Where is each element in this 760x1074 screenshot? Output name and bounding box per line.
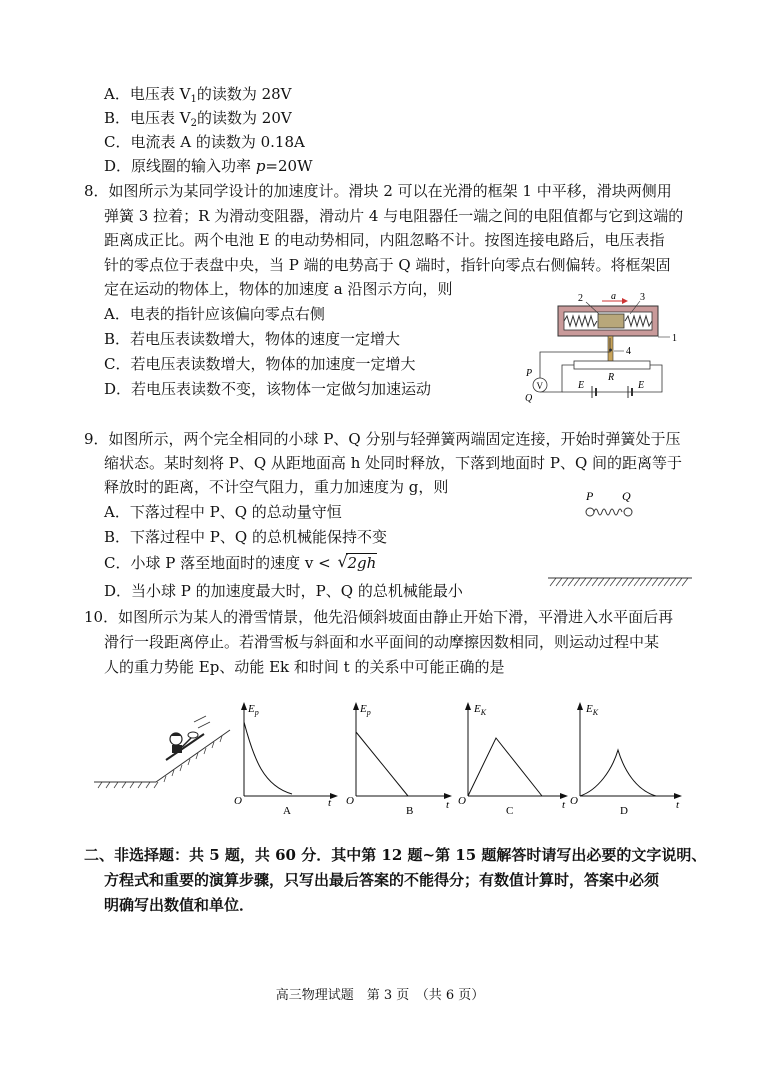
svg-text:t: t bbox=[328, 797, 332, 809]
label-p: P bbox=[526, 368, 533, 379]
q8-stem-line-3: 距离成正比。两个电池 E 的电动势相同，内阻忽略不计。按图连接电路后，电压表指 bbox=[104, 231, 665, 249]
svg-text:Ep: $E_p$ bbox=[360, 703, 371, 717]
label-a: a bbox=[611, 291, 616, 302]
label-2: 2 bbox=[578, 293, 583, 304]
q10-skier-slope-figure bbox=[94, 700, 234, 792]
label-ball-q: Q bbox=[622, 489, 631, 503]
label-q: Q bbox=[525, 393, 533, 404]
q9-stem-line-2: 缩状态。某时刻将 P、Q 从距地面高 h 处同时释放，下落到地面时 P、Q 间的距离等于 bbox=[104, 454, 683, 472]
q9-ground bbox=[548, 574, 692, 588]
svg-text:O: O bbox=[346, 795, 354, 807]
label-ball-p: P bbox=[586, 489, 594, 503]
section2-line-1: 二、非选择题：共 5 题，共 60 分．其中第 12 题~第 15 题解答时请写出必要的文字说明、 bbox=[84, 846, 707, 864]
caption-d: D bbox=[620, 805, 628, 816]
caption-a: A bbox=[283, 805, 291, 816]
label-e2: E bbox=[638, 380, 645, 391]
q7-option-a: A．电压表 $V_1$的读数为 28V bbox=[104, 85, 292, 105]
page-footer: 高三物理试题 第 3 页 （共 6 页） bbox=[275, 988, 485, 1003]
q9-stem-line-1: 9．如图所示，两个完全相同的小球 P、Q 分别与轻弹簧两端固定连接，开始时弹簧处于压 bbox=[84, 430, 681, 448]
section2-line-3: 明确写出数值和单位． bbox=[104, 896, 255, 914]
section2-line-2: 方程式和重要的演算步骤，只写出最后答案的不能得分；有数值计算时，答案中必须 bbox=[104, 871, 660, 889]
label-e1: E bbox=[578, 380, 585, 391]
ball-p bbox=[586, 508, 594, 516]
caption-c: C bbox=[506, 805, 514, 816]
q10-graph-c bbox=[454, 700, 572, 816]
svg-text:t: t bbox=[676, 799, 680, 811]
q8-stem-line-4: 针的零点位于表盘中央，当 P 端的电势高于 Q 端时，指针向零点右侧偏转。将框架固 bbox=[104, 256, 671, 274]
q9-balls-spring-figure bbox=[580, 488, 650, 522]
q7-option-d: D．原线圈的输入功率 p=20W bbox=[104, 157, 313, 175]
svg-text:EK: $E_K$ bbox=[474, 703, 487, 717]
q9-option-b: B．下落过程中 P、Q 的总机械能保持不变 bbox=[104, 528, 387, 546]
q7-option-b: B．电压表 $V_2$的读数为 20V bbox=[104, 109, 292, 129]
svg-text:O: O bbox=[234, 795, 242, 807]
q7-option-c: C．电流表 A 的读数为 0.18A bbox=[104, 133, 305, 151]
slider-2 bbox=[598, 314, 624, 328]
q8-stem-line-2: 弹簧 3 拉着；R 为滑动变阻器，滑动片 4 与电阻器任一端之间的电阻值都与它到这端的 bbox=[104, 207, 684, 225]
label-1: 1 bbox=[672, 333, 677, 344]
svg-text:Ep: $E_p$ bbox=[248, 703, 259, 717]
svg-text:O: O bbox=[570, 795, 578, 807]
q8-option-b: B．若电压表读数增大，物体的速度一定增大 bbox=[104, 330, 401, 348]
q9-option-a: A．下落过程中 P、Q 的总动量守恒 bbox=[104, 503, 342, 521]
q8-stem-line-1: 8．如图所示为某同学设计的加速度计。滑块 2 可以在光滑的框架 1 中平移，滑块两侧用 bbox=[84, 182, 672, 200]
q9-option-c: C．小球 P 落至地面时的速度 v < √ 2gh bbox=[104, 552, 377, 572]
q8-option-c: C．若电压表读数增大，物体的加速度一定增大 bbox=[104, 355, 416, 373]
label-4: 4 bbox=[626, 346, 631, 357]
label-v: V bbox=[536, 381, 543, 391]
q8-option-a: A．电表的指针应该偏向零点右侧 bbox=[104, 305, 325, 323]
label-3: 3 bbox=[640, 292, 645, 303]
sqrt-expression: √ 2gh bbox=[337, 552, 377, 572]
q8-accelerometer-figure bbox=[522, 290, 688, 416]
caption-b: B bbox=[406, 805, 414, 816]
q9-option-d: D．当小球 P 的加速度最大时，P、Q 的总机械能最小 bbox=[104, 582, 463, 600]
q9-stem-line-3: 释放时的距离，不计空气阻力，重力加速度为 g，则 bbox=[104, 478, 449, 496]
q10-stem-line-2: 滑行一段距离停止。若滑雪板与斜面和水平面间的动摩擦因数相同，则运动过程中某 bbox=[104, 633, 660, 651]
spring-pq bbox=[594, 509, 622, 515]
svg-text:t: t bbox=[562, 799, 566, 811]
q10-graph-a bbox=[230, 700, 340, 816]
svg-text:O: O bbox=[458, 795, 466, 807]
q8-option-d: D．若电压表读数不变，该物体一定做匀加速运动 bbox=[104, 380, 432, 398]
q10-stem-line-1: 10．如图所示为某人的滑雪情景，他先沿倾斜坡面由静止开始下滑，平滑进入水平面后再 bbox=[84, 608, 674, 626]
svg-text:EK: $E_K$ bbox=[586, 703, 599, 717]
q10-stem-line-3: 人的重力势能 Ep、动能 Ek 和时间 t 的关系中可能正确的是 bbox=[104, 658, 505, 676]
ball-q bbox=[624, 508, 632, 516]
resistor-r bbox=[574, 361, 650, 369]
svg-text:t: t bbox=[446, 799, 450, 811]
label-r: R bbox=[608, 372, 615, 383]
skier-icon bbox=[166, 716, 210, 760]
q10-graph-b bbox=[342, 700, 456, 816]
q8-stem-line-5: 定在运动的物体上，物体的加速度 a 沿图示方向，则 bbox=[104, 280, 453, 298]
q10-graph-d bbox=[566, 700, 690, 816]
